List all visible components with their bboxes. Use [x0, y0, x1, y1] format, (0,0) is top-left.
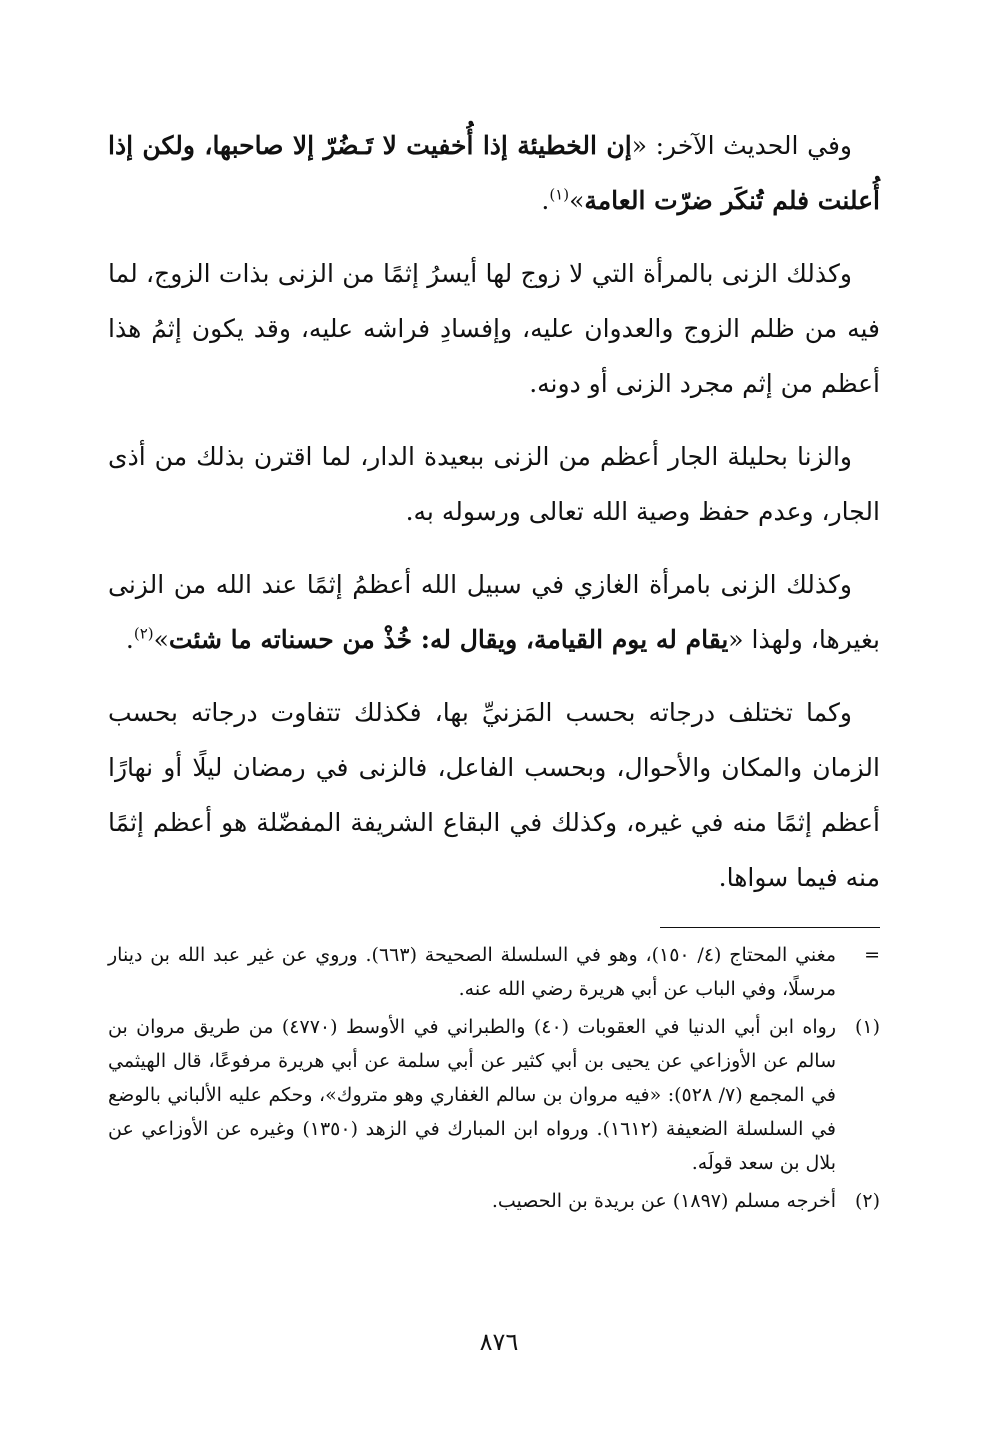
- footnote-ref-2: (٢): [133, 624, 154, 643]
- paragraph-2: وكذلك الزنى بالمرأة التي لا زوج لها أيسرُ إثمًا من الزنى بذات الزوج، لما فيه من ظلم الزوج والعدوان عليه، وإفسادِ فراشه عليه، وقد يكون إثمُ هذا أعظم من إثم مجرد الزنى أو دونه.: [108, 259, 880, 398]
- main-text: [108, 118, 880, 923]
- footnote-2: [108, 1184, 880, 1218]
- paragraph-1-end: .: [541, 186, 550, 215]
- paragraph-4-intro: وكذلك الزنى بامرأة الغازي في سبيل الله أعظمُ إثمًا عند الله من الزنى بغيرها، ولهذا «: [108, 570, 880, 654]
- hadith-quote-2: يقام له يوم القيامة، ويقال له: خُذْ من حسناته ما شئت: [168, 625, 729, 654]
- footnotes-section: [108, 938, 880, 1222]
- footnote-text: أخرجه مسلم (١٨٩٧) عن بريدة بن الحصيب.: [491, 1190, 836, 1212]
- hadith-quote-1: إن الخطيئة إذا أُخفيت لا تَـضُرّ إلا صاحبها، ولكن إذا أُعلنت فلم تُنكَر ضرّت العامة: [108, 131, 880, 215]
- paragraph-1-intro: وفي الحديث الآخر: «: [631, 131, 853, 160]
- footnote-1: [108, 1010, 880, 1180]
- footnote-divider: [660, 927, 880, 928]
- paragraph-4-end: .: [125, 625, 134, 654]
- paragraph-4: [108, 557, 880, 667]
- paragraph-3: والزنا بحليلة الجار أعظم من الزنى ببعيدة الدار، لما اقترن بذلك من أذى الجار، وعدم حفظ وصية الله تعالى ورسوله به.: [108, 442, 880, 526]
- paragraph-1-quote-close: »: [569, 186, 585, 215]
- paragraph-1: [108, 118, 880, 228]
- footnote-mark: (٢): [854, 1190, 880, 1212]
- footnote-text: مغني المحتاج (٤/ ١٥٠)، وهو في السلسلة الصحيحة (٦٦٣). وروي عن غير عبد الله بن دينار مرسلًا، وفي الباب عن أبي هريرة رضي الله عنه.: [108, 944, 836, 1000]
- paragraph-5: وكما تختلف درجاته بحسب المَزنيِّ بها، فكذلك تتفاوت درجاته بحسب الزمان والمكان والأحوال، وبحسب الفاعل، فالزنى في رمضان ليلًا أو نهارًا أعظم إثمًا منه في غيره، وكذلك في البقاع الشريفة المفضّلة هو أعظم إثمًا منه فيما سواها.: [108, 698, 880, 892]
- footnote-mark: (١): [854, 1016, 880, 1038]
- footnote-ref-1: (١): [549, 185, 570, 204]
- page-number: ٨٧٦: [479, 1328, 519, 1356]
- footnote-continued: [108, 938, 880, 1006]
- footnote-text: رواه ابن أبي الدنيا في العقوبات (٤٠) والطبراني في الأوسط (٤٧٧٠) من طريق مروان بن سالم عن الأوزاعي عن يحيى بن أبي كثير عن أبي سلمة عن أبي هريرة مرفوعًا، قال الهيثمي في المجمع (٧/ ٥٢٨): «فيه مروان بن سالم الغفاري وهو متروك»، وحكم عليه الألباني بالوضع في السلسلة الضعيفة (١٦١٢). ورواه ابن المبارك في الزهد (١٣٥٠) وغيره عن الأوزاعي عن بلال بن سعد قولَه.: [108, 1016, 837, 1174]
- paragraph-4-quote-close: »: [153, 625, 169, 654]
- footnote-mark: =: [864, 944, 880, 966]
